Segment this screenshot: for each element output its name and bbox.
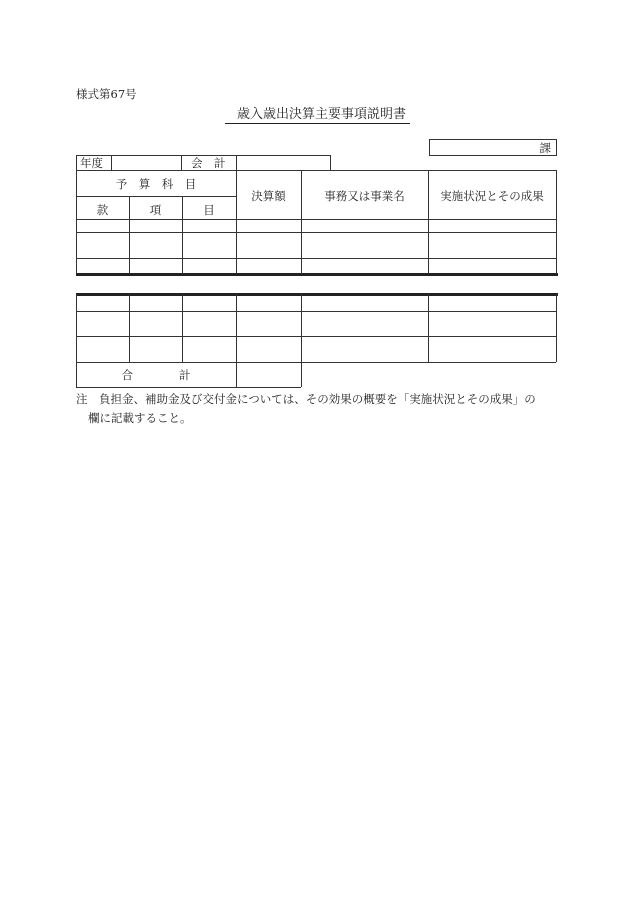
form-number: 様式第67号 [76, 87, 137, 101]
entry-row[interactable] [76, 296, 556, 311]
division-suffix: 課 [539, 141, 551, 155]
total-label: 合 計 [121, 368, 191, 382]
kou-header: 項 [149, 203, 162, 217]
budget-subject-header: 予 算 科 目 [115, 177, 197, 191]
year-input[interactable] [112, 155, 180, 170]
note-line-2: 欄に記載すること。 [88, 411, 192, 425]
entry-row[interactable] [76, 336, 556, 362]
document-title: 歳入歳出決算主要事項説明書 [225, 103, 410, 124]
results-header: 実施状況とその成果 [440, 189, 544, 203]
settlement-header: 決算額 [251, 189, 286, 203]
year-label: 年度 [80, 156, 103, 170]
division-box[interactable] [429, 139, 557, 156]
entry-row[interactable] [76, 311, 556, 336]
header-row [76, 155, 330, 170]
kan-header: 款 [96, 203, 109, 217]
entry-row[interactable] [76, 232, 556, 258]
moku-header: 目 [203, 203, 215, 217]
account-input[interactable] [237, 155, 329, 170]
entry-row[interactable] [76, 219, 556, 232]
account-label: 会 計 [191, 156, 226, 170]
entry-row[interactable] [76, 258, 556, 273]
note-line-1: 注 負担金、補助金及び交付金については、その効果の概要を「実施状況とその成果」の [76, 392, 536, 406]
main-table [76, 170, 556, 387]
total-amount-cell[interactable] [237, 363, 300, 387]
project-name-header: 事務又は事業名 [324, 189, 405, 203]
